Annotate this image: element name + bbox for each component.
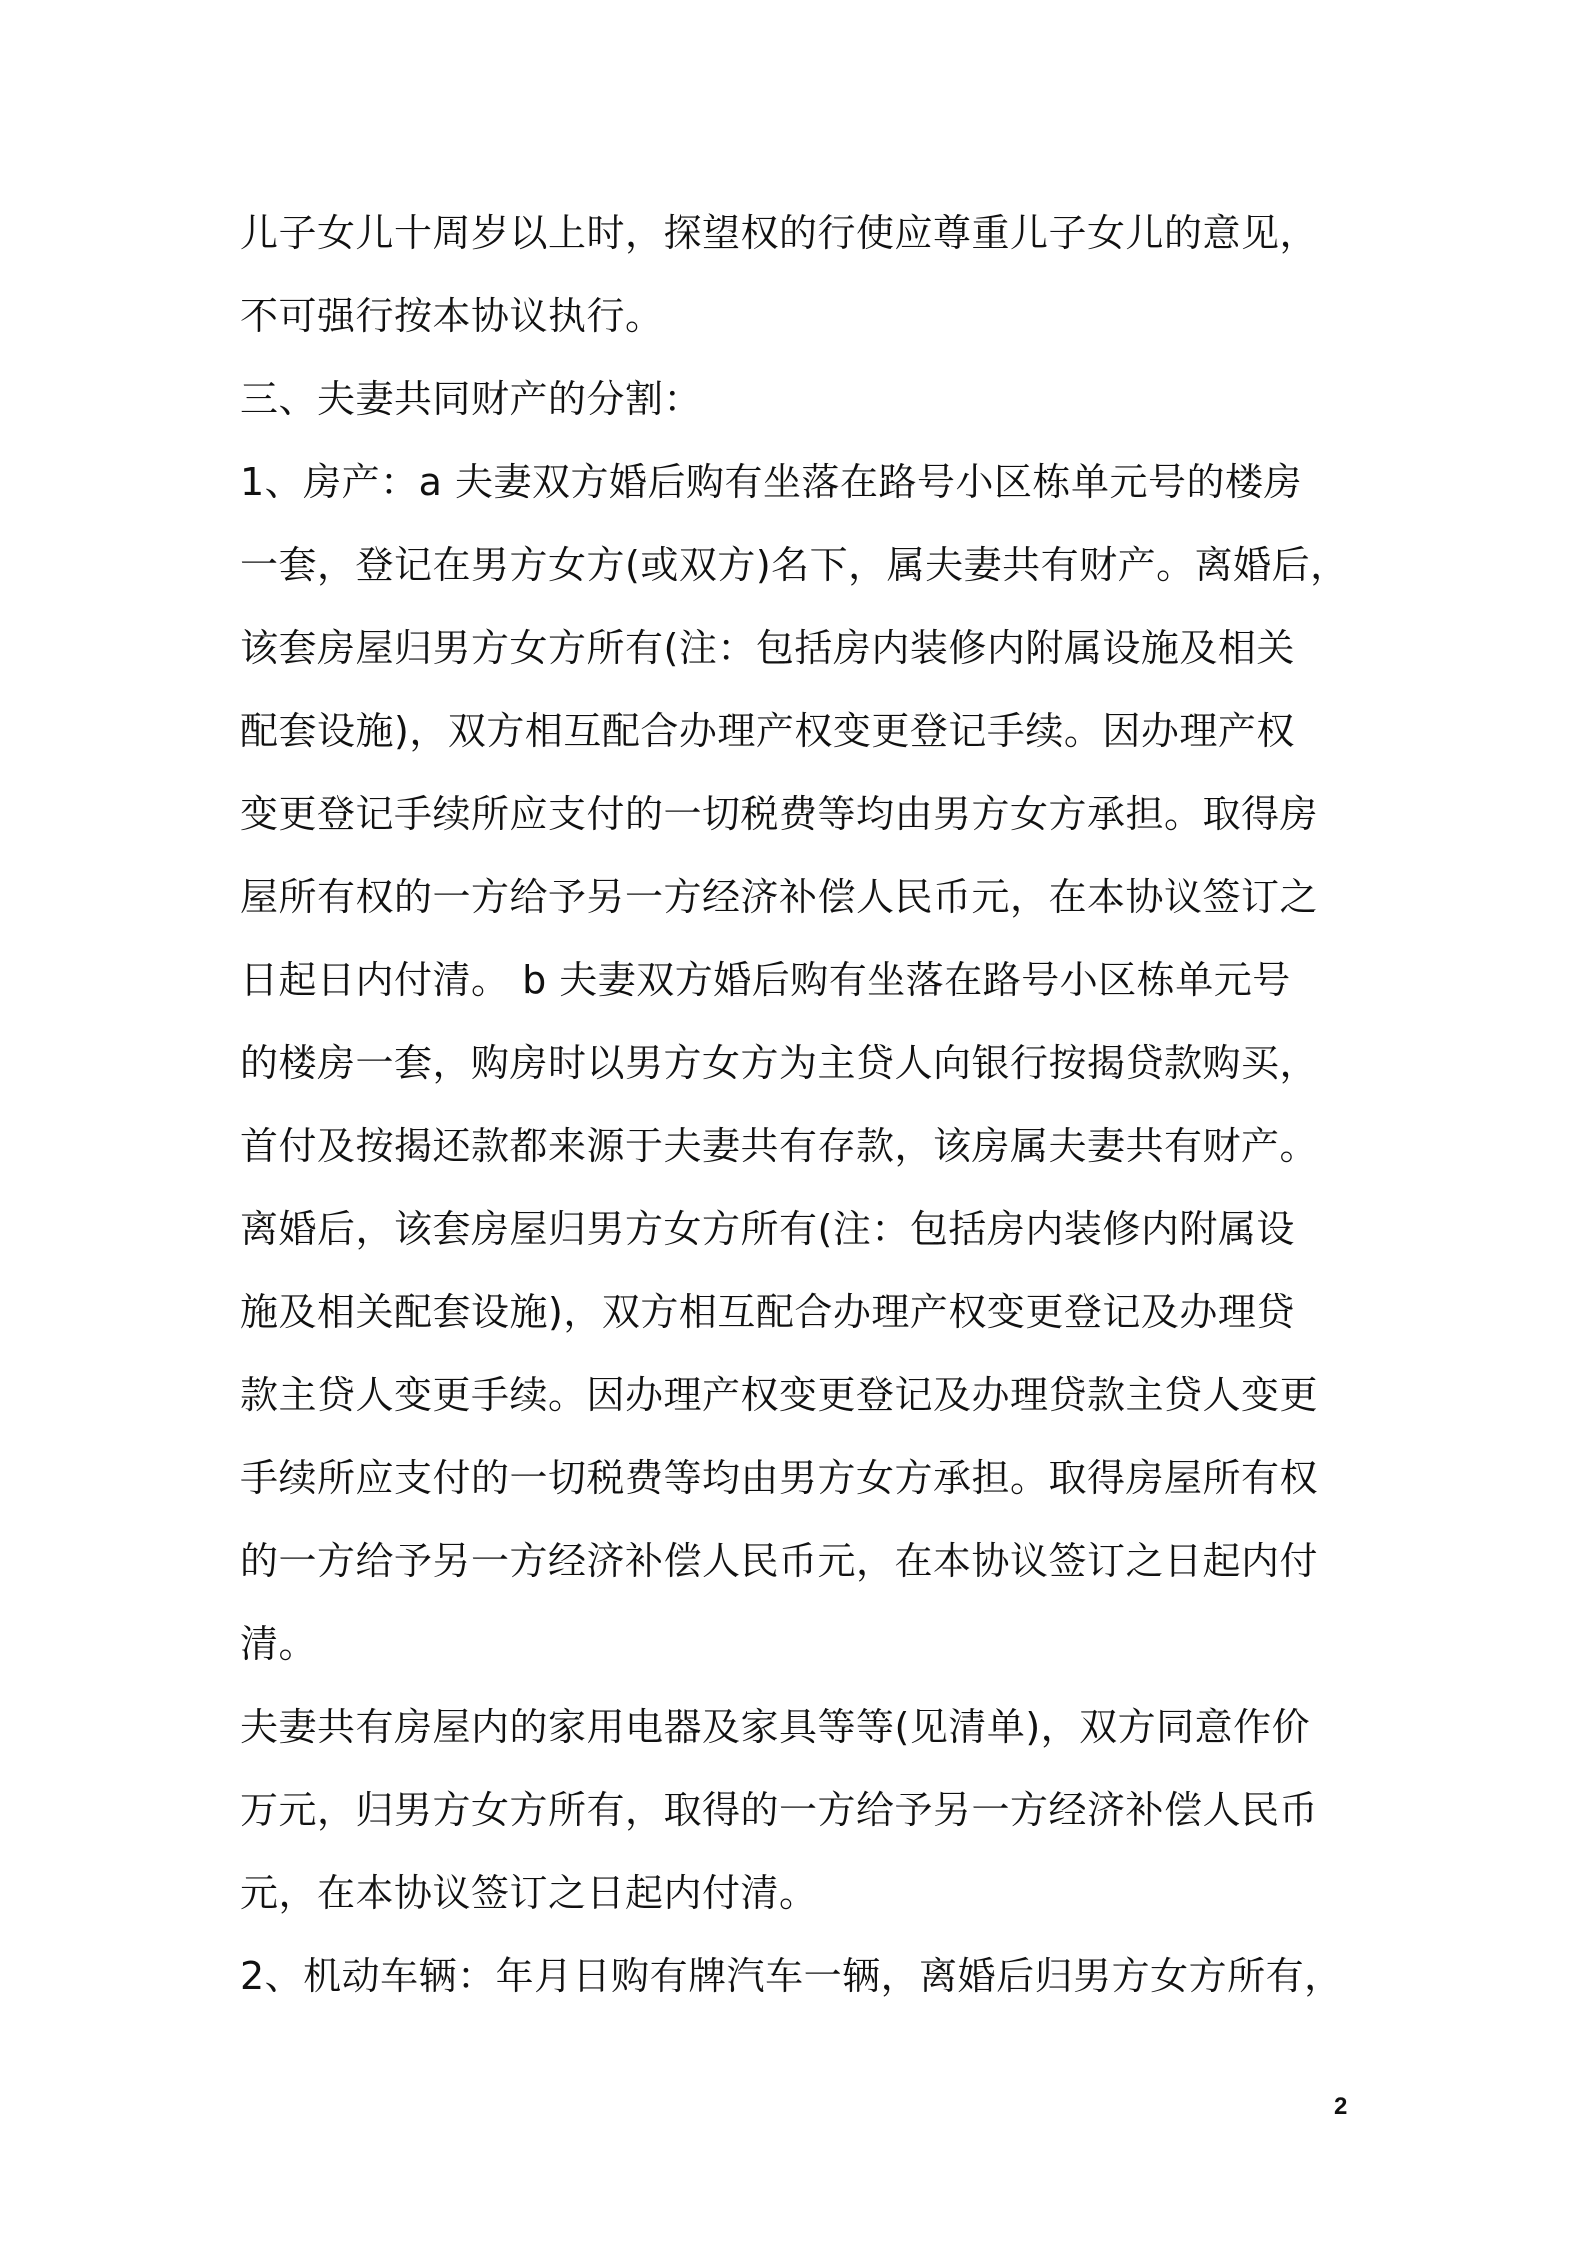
body-text-line: 屋所有权的一方给予另一方经济补偿人民币元，在本协议签订之 (240, 875, 1319, 919)
body-text-line: 儿子女儿十周岁以上时，探望权的行使应尊重儿子女儿的意见， (240, 211, 1319, 255)
body-text-line: 的一方给予另一方经济补偿人民币元，在本协议签订之日起内付 (240, 1539, 1319, 1583)
body-text-line: 的楼房一套，购房时以男方女方为主贷人向银行按揭贷款购买， (240, 1041, 1319, 1085)
page-number: 2 (1334, 2093, 1348, 2120)
body-text-line: 万元，归男方女方所有，取得的一方给予另一方经济补偿人民币 (240, 1788, 1319, 1832)
body-text-line: 变更登记手续所应支付的一切税费等均由男方女方承担。取得房 (240, 792, 1319, 836)
body-text-line: 手续所应支付的一切税费等均由男方女方承担。取得房屋所有权 (240, 1456, 1319, 1500)
body-text-line: 首付及按揭还款都来源于夫妻共有存款，该房属夫妻共有财产。 (240, 1124, 1319, 1168)
body-text-line: 日起日内付清。 b 夫妻双方婚后购有坐落在路号小区栋单元号 (240, 958, 1291, 1002)
body-text-line: 款主贷人变更手续。因办理产权变更登记及办理贷款主贷人变更 (240, 1373, 1319, 1417)
body-text-line: 2、机动车辆：年月日购有牌汽车一辆，离婚后归男方女方所有， (240, 1954, 1343, 1998)
body-text-line: 夫妻共有房屋内的家用电器及家具等等(见清单)，双方同意作价 (240, 1705, 1311, 1749)
section-heading: 三、夫妻共同财产的分割： (240, 377, 703, 421)
body-text-line: 元，在本协议签订之日起内付清。 (240, 1871, 818, 1915)
body-text-line: 不可强行按本协议执行。 (240, 294, 664, 338)
body-text-line: 该套房屋归男方女方所有(注：包括房内装修内附属设施及相关 (240, 626, 1295, 670)
body-text-line: 施及相关配套设施)，双方相互配合办理产权变更登记及办理贷 (240, 1290, 1295, 1334)
body-text-line: 配套设施)，双方相互配合办理产权变更登记手续。因办理产权 (240, 709, 1295, 753)
body-text-line: 清。 (240, 1622, 318, 1666)
body-text-line: 1、房产：a 夫妻双方婚后购有坐落在路号小区栋单元号的楼房 (240, 460, 1303, 504)
body-text-line: 一套，登记在男方女方(或双方)名下，属夫妻共有财产。离婚后， (240, 543, 1349, 587)
body-text-line: 离婚后，该套房屋归男方女方所有(注：包括房内装修内附属设 (240, 1207, 1295, 1251)
